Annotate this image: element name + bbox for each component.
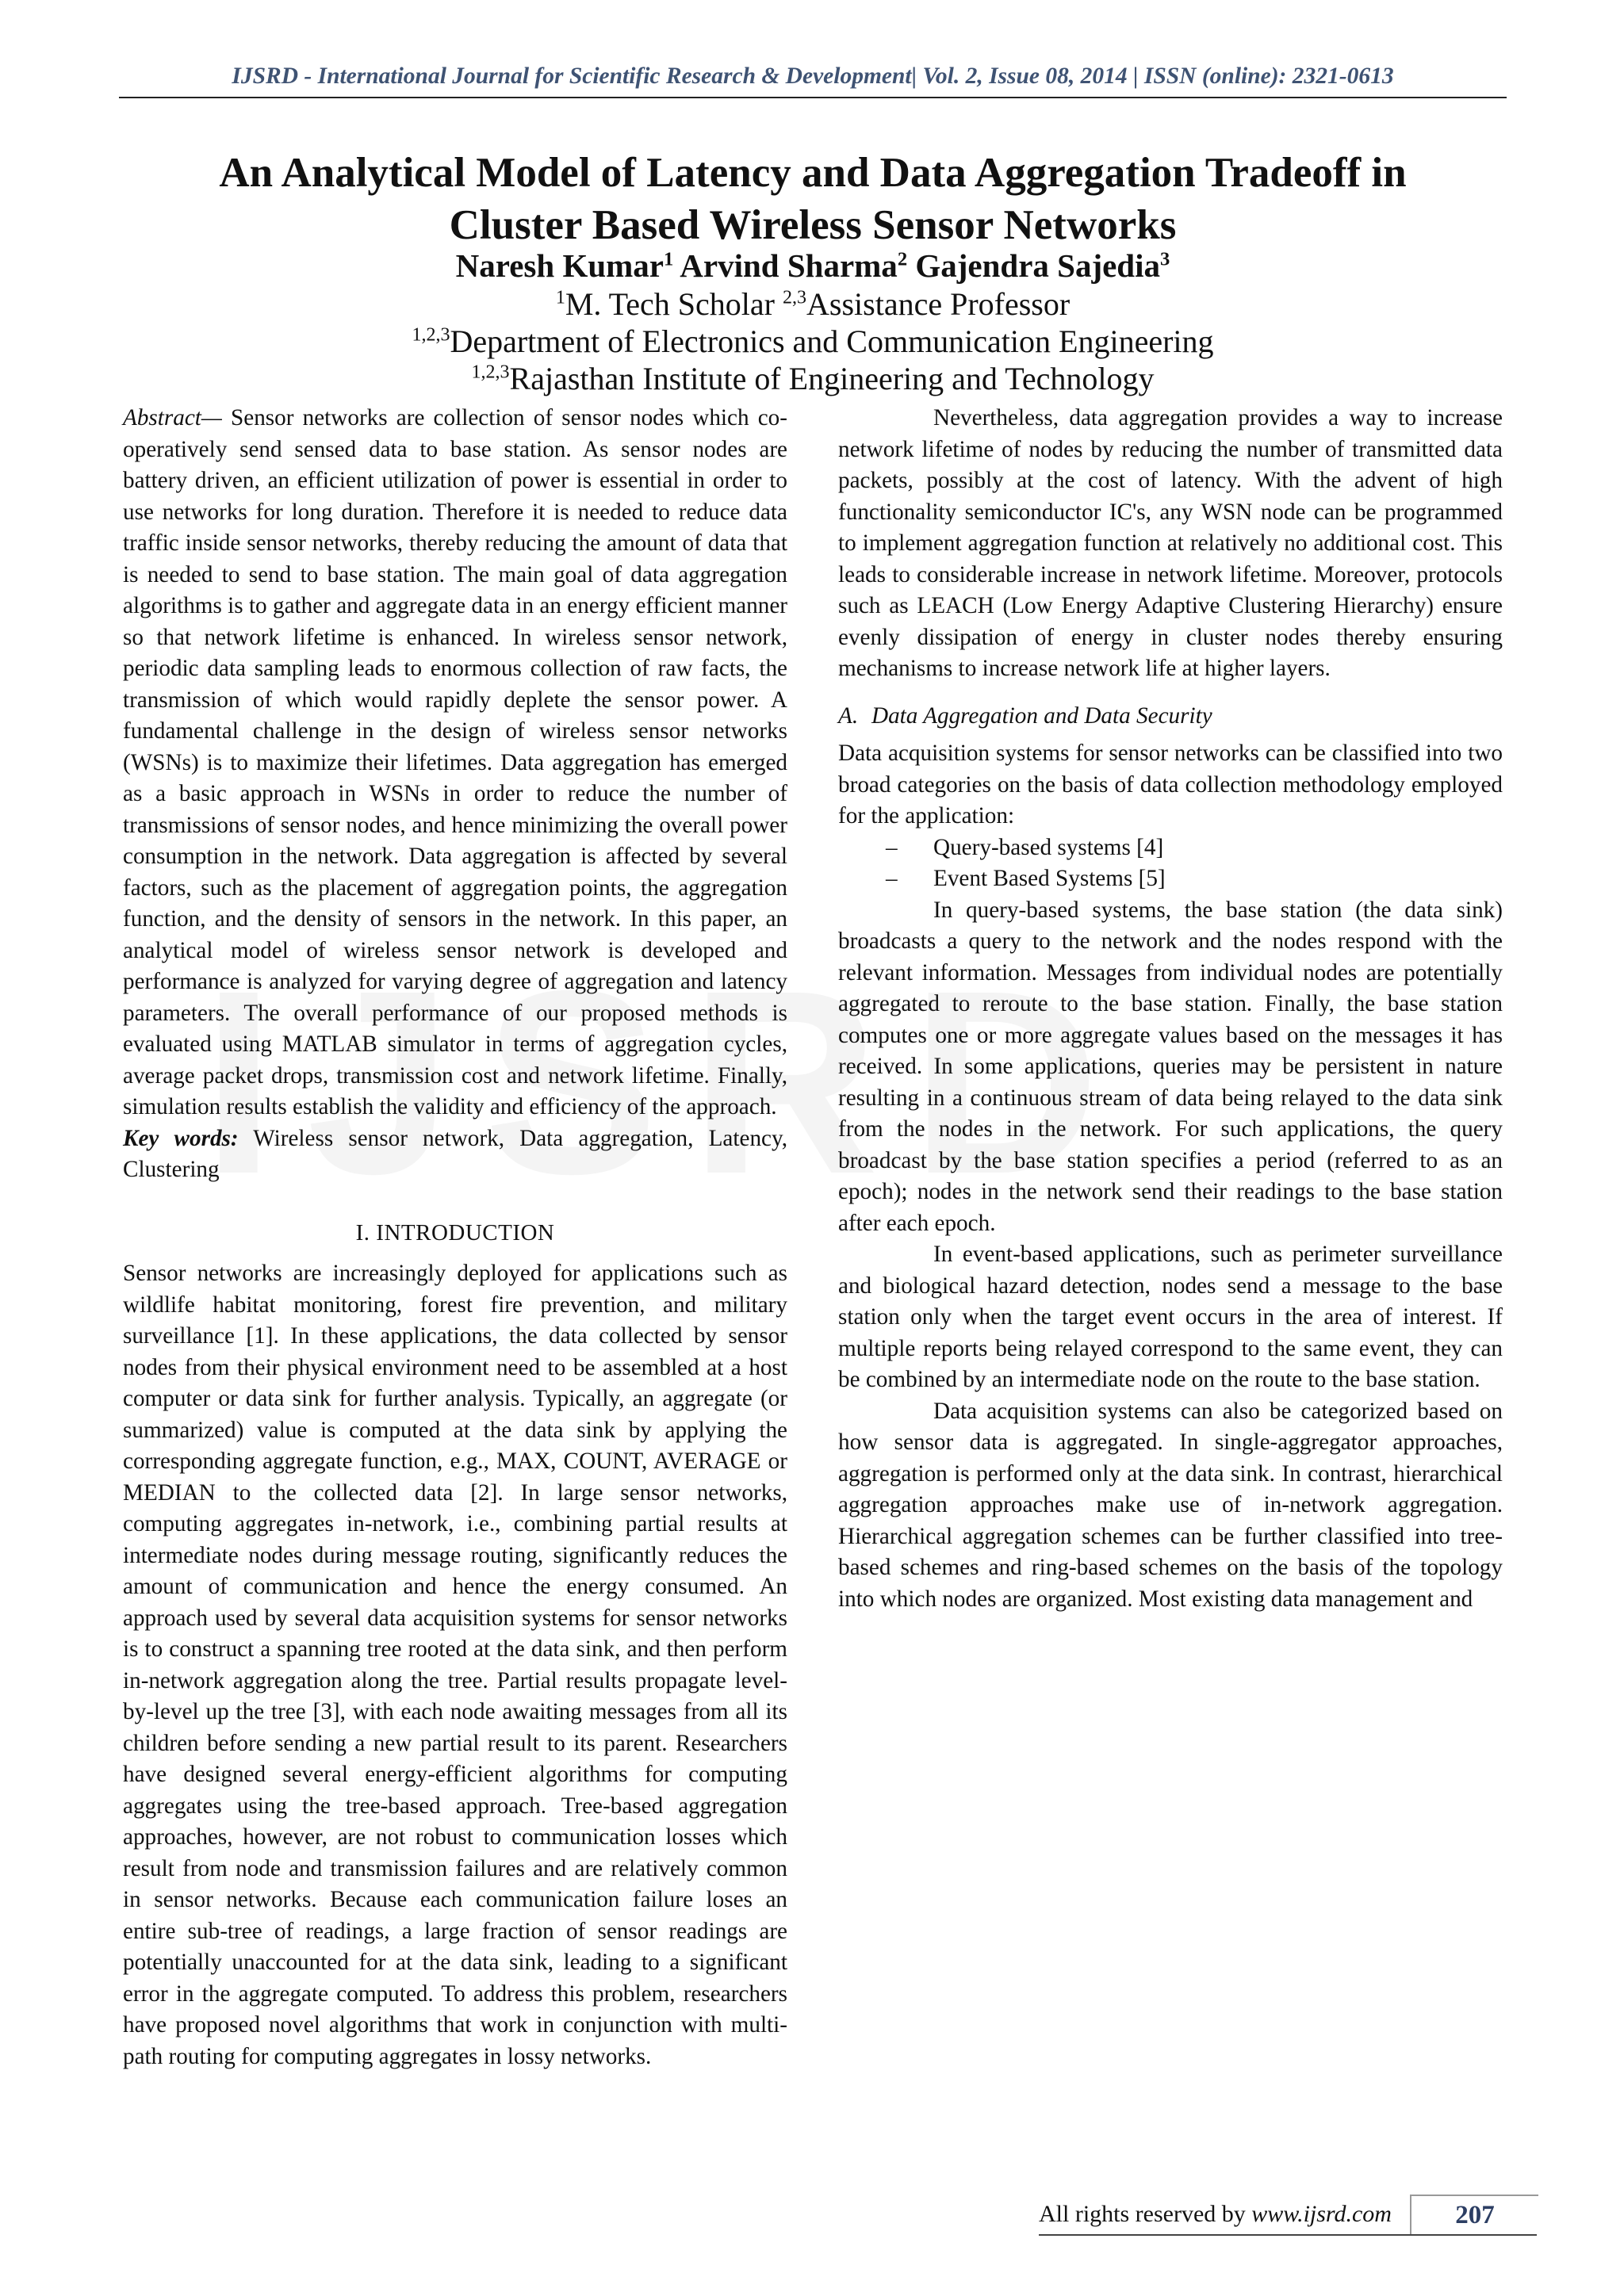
author-name: Arvind Sharma (680, 247, 898, 284)
subsection-paragraph-3: In event-based applications, such as perimeter surveillance and biological hazard detection, nodes send a message to the base station only when the target event occurs in the area of interest. If multiple reports being relayed correspond to the same event, they can be combined by an intermediate node on the route to the base station. (838, 1242, 1503, 1392)
aff-role: Assistance Professor (806, 286, 1071, 322)
aff-role: M. Tech Scholar (565, 286, 783, 322)
title-line-1: An Analytical Model of Latency and Data Aggregation Tradeoff in (219, 150, 1407, 196)
author-name: Gajendra Sajedia (915, 247, 1161, 284)
paper-title (87, 147, 1538, 251)
aff-sup: 1 (555, 287, 565, 308)
intro-paragraph-2: Nevertheless, data aggregation provides a way to increase network lifetime of nodes by reducing the number of transmitted data packets, possibly at the cost of latency. With the advent of high functionality semiconductor IC's, any WSN node can be programmed to implement aggregation function at relatively no additional cost. This leads to considerable increase in network lifetime. Moreover, protocols such as LEACH (Low Energy Adaptive Clustering Hierarchy) ensure evenly dissipation of energy in cluster nodes thereby ensuring mechanisms to increase network life at higher layers. (838, 405, 1503, 681)
header-rule (119, 97, 1507, 98)
aff-institute: Rajasthan Institute of Engineering and Technology (509, 361, 1155, 396)
subsection-paragraph-1: Data acquisition systems for sensor networks can be classified into two broad categories on the basis of data collection methodology employed for the application: (838, 740, 1503, 828)
right-column (838, 403, 1503, 1615)
section-heading: I. INTRODUCTION (355, 1219, 555, 1246)
journal-header: IJSRD - International Journal for Scientific Research & Development| Vol. 2, Issue 08, 2014 | ISSN (online): 2321-0613 (232, 63, 1394, 89)
list-item: – Query-based systems [4] (886, 832, 1503, 864)
subsection-paragraph-4: Data acquisition systems can also be categorized based on how sensor data is aggregated. In single-aggregator approaches, aggregation is performed only at the data sink. In contrast, hierarchical aggregation approaches make use of in-network aggregation. Hierarchical aggregation schemes can be further classified into tree-based schemes and ring-based schemes on the basis of the topology into which nodes are organized. Most existing data management and (838, 1398, 1503, 1612)
abstract-label: Abstract— (123, 405, 222, 430)
keywords (123, 1123, 787, 1186)
page-number: 207 (1410, 2195, 1538, 2234)
aff-sup: 2,3 (783, 287, 806, 308)
affiliation-roles (87, 285, 1538, 323)
footer-rule (1039, 2234, 1537, 2236)
aff-sup: 1,2,3 (471, 362, 510, 383)
title-line-2: Cluster Based Wireless Sensor Networks (449, 202, 1177, 248)
author-sup: 2 (897, 248, 908, 270)
affiliation-department (87, 323, 1538, 361)
subsection-title: Data Aggregation and Data Security (871, 702, 1212, 729)
aff-department: Department of Electronics and Communication Engineering (450, 323, 1214, 359)
author-sup: 1 (664, 248, 674, 270)
author-list (87, 246, 1538, 285)
left-column (123, 403, 787, 2072)
abstract (123, 403, 787, 1123)
footer-site-link[interactable]: www.ijsrd.com (1251, 2201, 1392, 2227)
abstract-text: Sensor networks are collection of sensor nodes which co-operatively send sensed data to base station. As sensor nodes are battery driven, an efficient utilization of power is essential in order to use networks for long duration. Therefore it is needed to reduce data traffic inside sensor networks, thereby reducing the amount of data that is needed to send to base station. The main goal of data aggregation algorithms is to gather and aggregate data in an energy efficient manner so that network lifetime is enhanced. In wireless sensor network, periodic data sampling leads to enormous collection of raw facts, the transmission of which would rapidly deplete the sensor power. A fundamental challenge in the design of wireless sensor networks (WSNs) is to maximize their lifetimes. Data aggregation has emerged as a basic approach in WSNs in order to reduce the number of transmissions of sensor nodes, and hence minimizing the overall power consumption in the network. Data aggregation is affected by several factors, such as the placement of aggregation points, the aggregation function, and the density of sensors in the network. In this paper, an analytical model of wireless sensor network is developed and performance is analyzed for varying degree of aggregation and latency parameters. The overall performance of our proposed methods is evaluated using MATLAB simulator in terms of aggregation cycles, average packet drops, transmission cost and network lifetime. Finally, simulation results establish the validity and efficiency of the approach. (123, 405, 787, 1119)
intro-paragraph: Sensor networks are increasingly deployed for applications such as wildlife habitat monitoring, forest fire prevention, and military surveillance [1]. In these applications, the data collected by sensor nodes from their physical environment need to be assembled at a host computer or data sink for further analysis. Typically, an aggregate (or summarized) value is computed at the data sink by applying the corresponding aggregate function, e.g., MAX, COUNT, AVERAGE or MEDIAN to the collected data [2]. In large sensor networks, computing aggregates in-network, i.e., combining partial results at intermediate nodes during message routing, significantly reduces the amount of communication and hence the energy consumed. An approach used by several data acquisition systems for sensor networks is to construct a spanning tree rooted at the data sink, and then perform in-network aggregation along the tree. Partial results propagate level-by-level up the tree [3], with each node awaiting messages from all its children before sending a new partial result to its parent. Researchers have designed several energy-efficient algorithms for computing aggregates using the tree-based approach. Tree-based aggregation approaches, however, are not robust to communication losses which result from node and transmission failures and are relatively common in sensor networks. Because each communication failure loses an entire sub-tree of readings, a large fraction of sensor readings are potentially unaccounted for at the data sink, leading to a significant error in the aggregate computed. To address this problem, researchers have proposed novel algorithms that work in conjunction with multi-path routing for computing aggregates in lossy networks. (123, 1261, 787, 2069)
author-sup: 3 (1160, 248, 1170, 270)
footer-rights-text: All rights reserved by (1039, 2201, 1252, 2227)
aff-sup: 1,2,3 (412, 324, 450, 346)
affiliation-institute (87, 360, 1538, 398)
subsection-heading (838, 701, 1503, 733)
author-name: Naresh Kumar (455, 247, 664, 284)
bullet-list (838, 832, 1503, 895)
keywords-text: Wireless sensor network, Data aggregation, Latency, Clustering (123, 1125, 787, 1182)
subsection-number: A. (838, 702, 859, 729)
keywords-label: Key words: (123, 1125, 239, 1151)
subsection-paragraph-2: In query-based systems, the base station (the data sink) broadcasts a query to the network and the nodes respond with the relevant information. Messages from individual nodes are potentially aggregated to reroute to the base station. Finally, the base station computes one or more aggregate values based on the messages it has received. In some applications, queries may be persistent in nature resulting in a continuous stream of data being relayed to the data sink from the nodes in the network. For such applications, the query broadcast by the base station specifies a period (referred to as an epoch); nodes in the network send their readings to the base station after each epoch. (838, 897, 1503, 1236)
list-item: – Event Based Systems [5] (886, 863, 1503, 895)
footer-rights (1039, 2201, 1392, 2228)
